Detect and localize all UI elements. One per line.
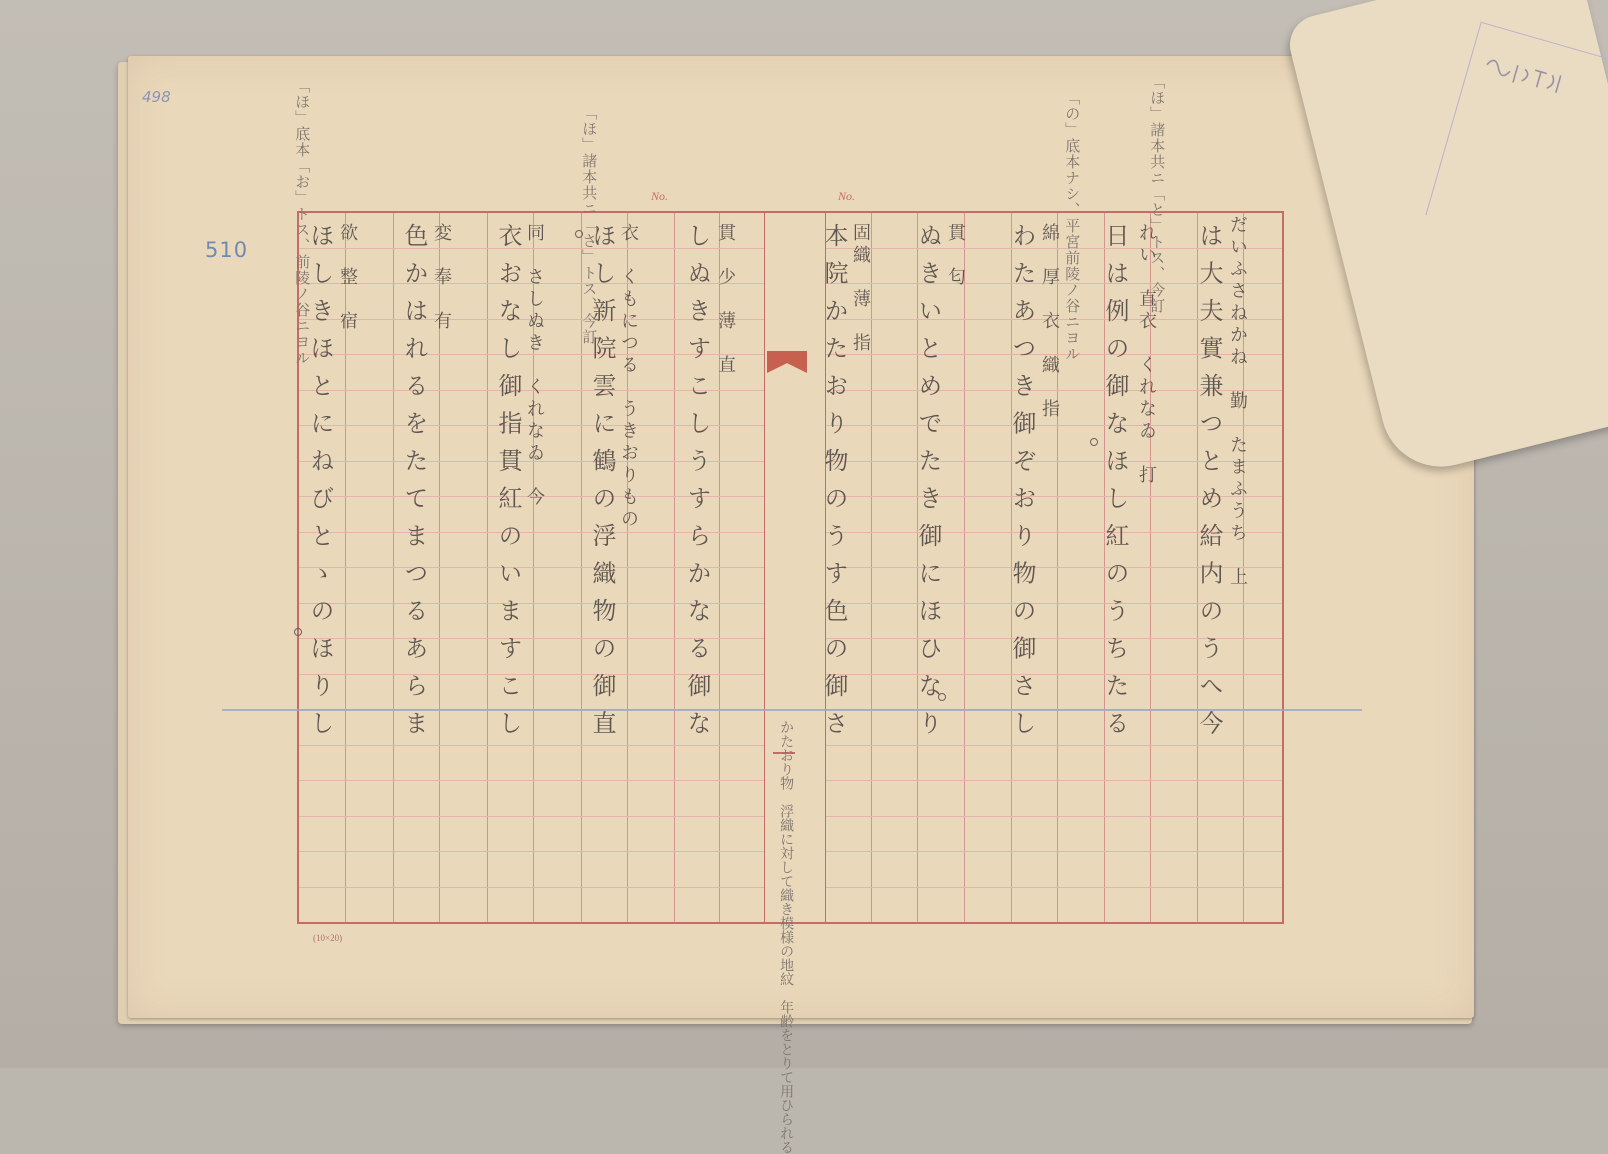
blue-pencil-rule: [222, 709, 1362, 711]
margin-note-1: 「ほ」諸本共ニ「と」トス、今訂: [1148, 74, 1167, 314]
gloss-column-6: 貫 少 薄 直: [715, 223, 736, 377]
margin-note-4: 「ほ」底本「お」トス、前陵ノ谷ニヨル: [293, 78, 312, 366]
no-label-left: No.: [651, 189, 669, 203]
margin-note-3: 「ほ」諸本共ニ「さ」トス、今訂: [580, 105, 599, 345]
circle-mark: [1090, 438, 1098, 446]
grid-size-label: (10×20): [313, 933, 343, 943]
text-column-10: ほしきほとにねびとゝのほりし: [306, 223, 334, 748]
text-column-3: わたあつき御ぞおり物の御さし: [1008, 223, 1036, 748]
gloss-column-8: 同 さしぬき くれなゐ 今: [524, 223, 545, 509]
text-column-1: は大夫實兼つとめ給内のうへ今: [1195, 223, 1223, 748]
circle-mark: [294, 628, 302, 636]
folio-number: 498: [142, 88, 171, 106]
circle-mark: [938, 693, 946, 701]
gloss-column-1: だいふさねかね 勤 たまふうち 上: [1227, 215, 1248, 589]
gloss-column-10: 欲 整 宿: [337, 223, 358, 333]
page-number: 510: [205, 238, 249, 262]
inline-annotation: かたおり物 浮織に対して織き模様の地紋 年齢をとりて用ひられる: [778, 720, 795, 1154]
gloss-column-9: 変 奉 有: [431, 223, 452, 333]
margin-note-2: 「の」底本ナシ、平宮前陵ノ谷ニヨル: [1063, 90, 1082, 362]
text-column-7: ほし新院雲に鶴の浮織物の御直: [588, 223, 616, 748]
text-column-9: 色かはれるをたてまつるあらま: [400, 223, 428, 748]
circle-mark: [575, 230, 583, 238]
text-column-4: ぬきいとめでたき御にほひなり: [914, 223, 942, 748]
no-label-right: No.: [838, 189, 856, 203]
gloss-column-4: 貫 匂: [945, 223, 966, 289]
text-column-6: しぬきすこしうすらかなる御な: [683, 223, 711, 748]
text-column-5: 本院かたおり物のうす色の御さ: [820, 223, 848, 748]
gloss-column-3: 綿 厚 衣 織 指: [1039, 223, 1060, 421]
gloss-column-7: 衣 くもにつる うきおりもの: [618, 223, 639, 531]
center-band: [764, 213, 826, 922]
text-column-2: 日は例の御なほし紅のうちたる: [1101, 223, 1129, 748]
gloss-column-2: れい 直衣 くれなゐ 打: [1136, 223, 1157, 487]
gloss-column-5: 固織 薄 指: [850, 223, 871, 355]
text-column-8: 衣おなし御指貫紅のいますこし: [494, 223, 522, 748]
